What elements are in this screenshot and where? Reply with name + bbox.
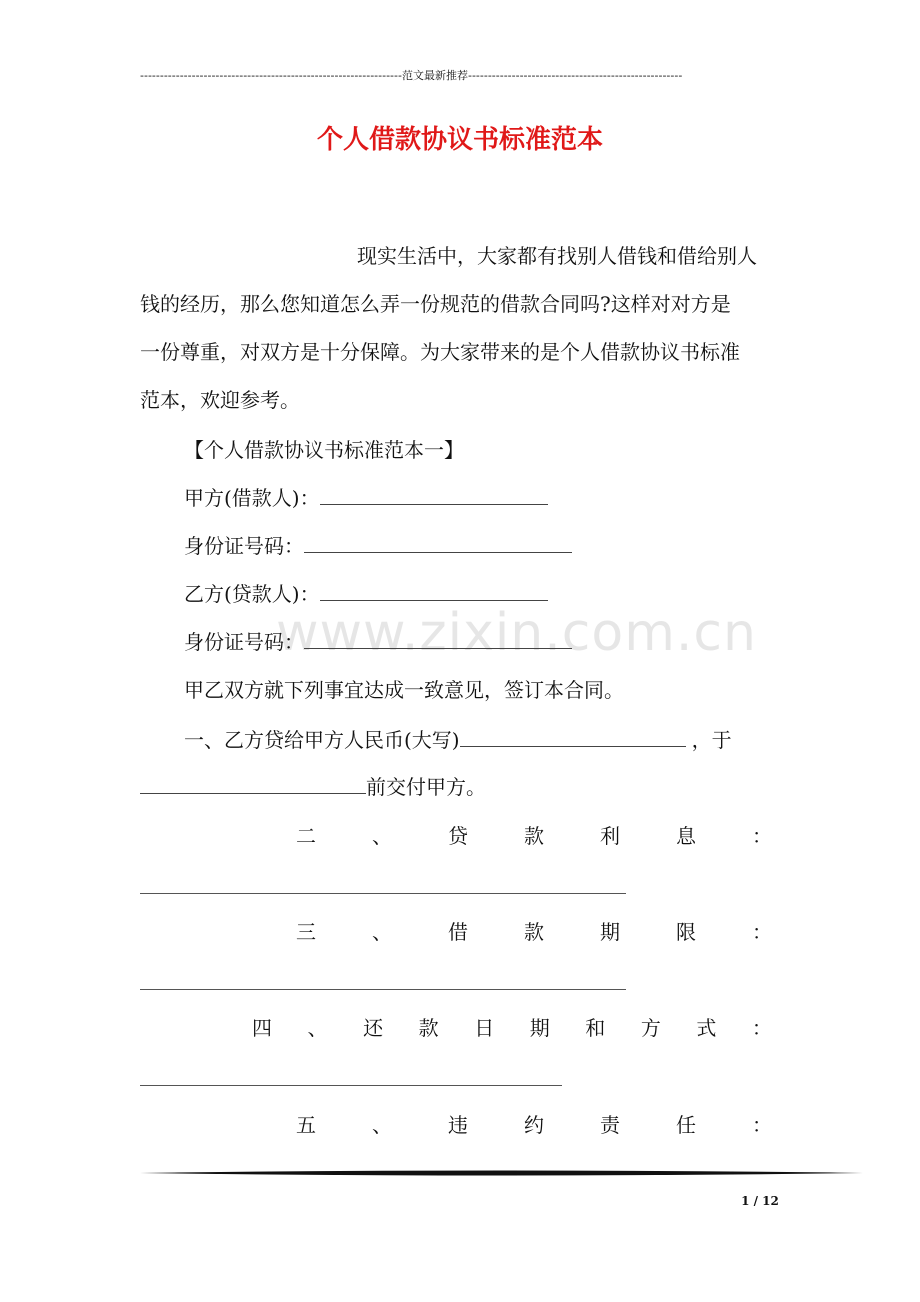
clause-2-char: ： [752,824,772,848]
agreement-statement: 甲乙双方就下列事宜达成一致意见，签订本合同。 [184,678,624,702]
clause-2-char: 利 [600,824,620,848]
clause-3-char: 、 [372,920,392,944]
intro-line-2: 钱的经历，那么您知道怎么弄一份规范的借款合同吗?这样对对方是 [140,292,731,316]
clause-4-char: 式 [696,1016,717,1040]
clause-3-char: 期 [600,920,620,944]
watermark: www.zixin.com.cn [276,603,757,663]
party-a-label: 甲方(借款人)： [184,486,320,510]
id-b-field [184,623,572,661]
clause-2-char: 息 [676,824,696,848]
id-a-label: 身份证号码： [184,534,304,558]
clause-5-char: 责 [600,1113,620,1137]
clause-2-char: 二 [296,824,316,848]
clause-3-char: 限 [676,920,696,944]
id-b-blank[interactable] [304,624,572,649]
clause-5-char: ： [752,1113,772,1137]
party-b-label: 乙方(贷款人)： [184,582,320,606]
clause-3-char: 借 [448,920,468,944]
clause-4-char: 四 [252,1016,272,1040]
party-b-blank[interactable] [320,576,548,601]
clause-4-char: ： [751,1016,772,1040]
clause-4-heading [252,1009,772,1047]
clause-1-mid: ，于 [691,728,732,752]
clause-5-char: 、 [372,1113,392,1137]
clause-1-suffix: 前交付甲方。 [366,775,486,799]
header-banner: ------------------------------------------------------------------范文最新推荐------------------------------------------------------ [140,69,683,82]
id-a-blank[interactable] [304,528,572,553]
clause-5-char: 五 [296,1113,316,1137]
intro-line-3: 一份尊重，对双方是十分保障。为大家带来的是个人借款协议书标准 [140,340,740,364]
clause-3-char: 三 [296,920,316,944]
clause-4-char: 、 [307,1016,328,1040]
clause-4-char: 方 [640,1016,661,1040]
clause-2-char: 、 [372,824,392,848]
clause-2-char: 贷 [448,824,468,848]
clause-2-char: 款 [524,824,544,848]
party-a-field [184,479,548,517]
clause-5-char: 任 [676,1113,696,1137]
page-number: 1 / 12 [741,1194,779,1208]
clause-1-prefix: 一、乙方贷给甲方人民币(大写) [184,728,460,752]
clause-4-blank[interactable] [140,1085,562,1086]
clause-3-char: 款 [524,920,544,944]
clause-2-blank[interactable] [140,893,626,894]
clause-5-heading [296,1106,772,1144]
clause-5-char: 约 [524,1113,544,1137]
clause-3-char: ： [752,920,772,944]
clause-2-heading [296,817,772,855]
intro-line-1: 现实生活中，大家都有找别人借钱和借给别人 [357,244,757,268]
clause-1-date-blank[interactable] [140,769,366,794]
clause-4-char: 日 [474,1016,495,1040]
intro-line-4: 范本，欢迎参考。 [140,388,300,412]
party-a-blank[interactable] [320,480,548,505]
clause-4-char: 还 [363,1016,384,1040]
document-title: 个人借款协议书标准范本 [316,125,603,155]
clause-4-char: 期 [529,1016,550,1040]
id-a-field [184,527,572,565]
intro-paragraph [140,237,790,429]
footer-divider [140,1170,863,1176]
clause-1-continued [140,768,486,806]
clause-3-blank[interactable] [140,989,626,990]
clause-1 [184,721,784,759]
clause-1-amount-blank[interactable] [460,722,686,747]
clause-5-char: 违 [448,1113,468,1137]
clause-3-heading [296,913,772,951]
clause-4-char: 和 [585,1016,606,1040]
clause-4-char: 款 [418,1016,439,1040]
id-b-label: 身份证号码： [184,630,304,654]
section-heading: 【个人借款协议书标准范本一】 [184,438,464,462]
